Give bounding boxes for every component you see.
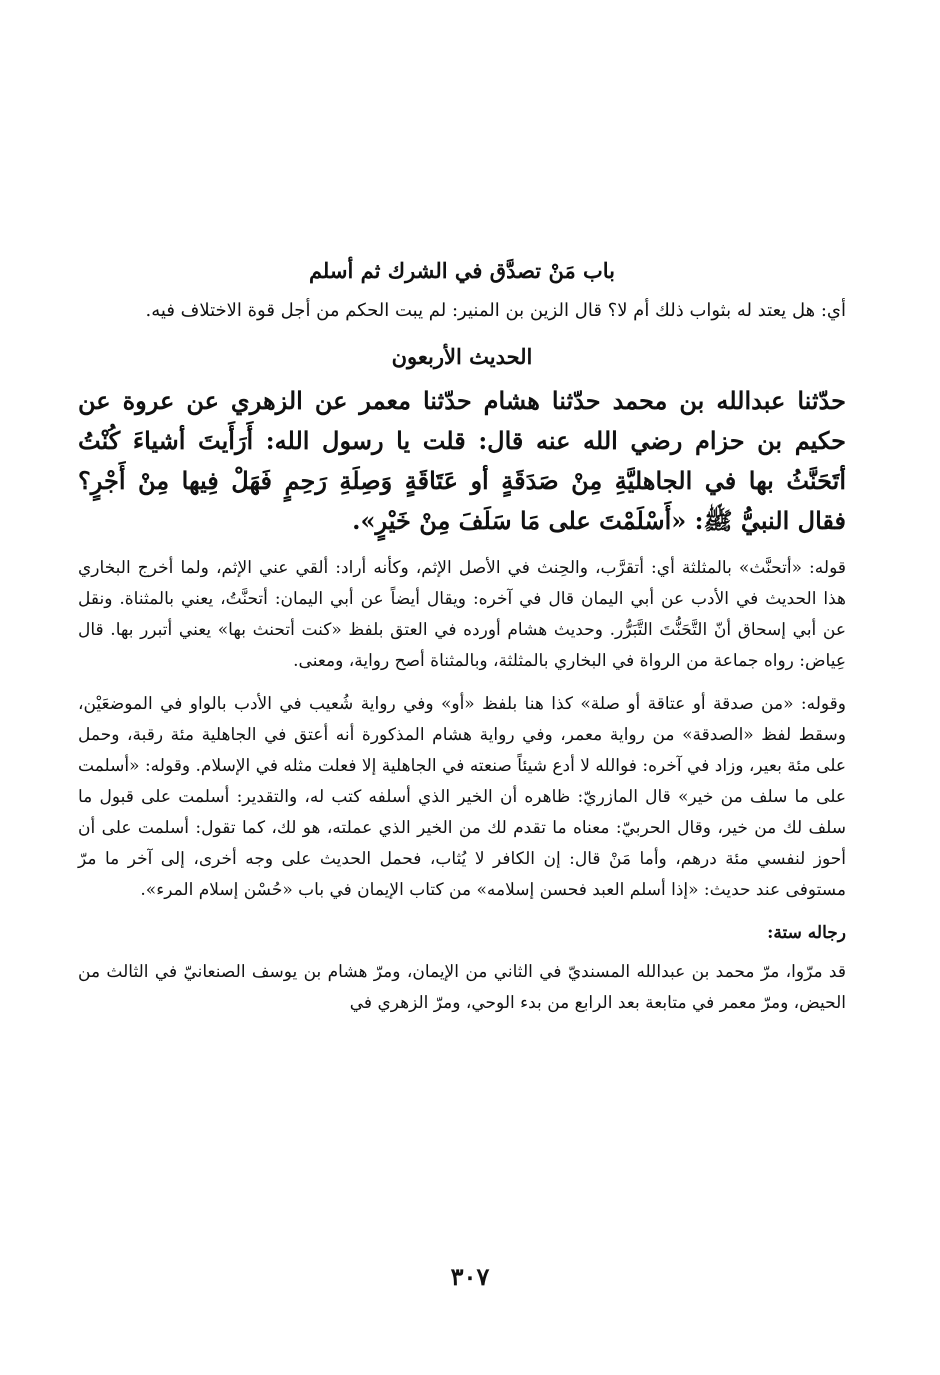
commentary-paragraph: وقوله: «من صدقة أو عتاقة أو صلة» كذا هنا بلفظ «أو» وفي رواية شُعيب في الأدب بالواو في الموضعَيْن، وسقط لفظ «الصدقة» من رواية معمر، وفي رواية هشام المذكورة أنه أعتق في الجاهلية مئة رقبة، وحمل على مئة بعير، وزاد في آخره: فوالله لا أدع شيئاً صنعته في الجاهلية إلا فعلت مثله في الإسلام. وقوله: «أسلمت على ما سلف من خير» قال المازريّ: ظاهره أن الخير الذي أسلفه كتب له، والتقدير: أسلمت على قبول ما سلف لك من خير، وقال الحربيّ: معناه ما تقدم لك من الخير الذي عملته، هو لك، كما تقول: أسلمت على أن أحوز لنفسي مئة درهم، وأما مَنْ قال: إن الكافر لا يُثاب، فحمل الحديث على وجه أخرى، إلى آخر ما مرّ مستوفى عند حديث: «إذا أسلم العبد فحسن إسلامه» من كتاب الإيمان في باب «حُسْن إسلام المرء». bbox=[78, 694, 846, 900]
chapter-intro: أي: هل يعتد له بثواب ذلك أم لا؟ قال الزين بن المنير: لم يبت الحكم من أجل قوة الاختلاف فيه. bbox=[145, 300, 846, 321]
page-number: ٣٠٧ bbox=[450, 1262, 490, 1291]
chapter-title: باب مَنْ تصدَّق في الشرك ثم أسلم bbox=[308, 258, 616, 283]
hadith-text: حدّثنا عبدالله بن محمد حدّثنا هشام حدّثنا معمر عن الزهري عن عروة عن حكيم بن حزام رضي الله عنه قال: قلت يا رسول الله: أَرَأَيتَ أشياءَ كُنْتُ أتَحَنَّثُ بها في الجاهليَّةِ مِنْ صَدَقَةٍ أو عَتَاقَةٍ وَصِلَةِ رَحِمٍ فَهَلْ فِيها مِنْ أَجْرٍ؟ فقال النبيُّ ﷺ: «أَسْلَمْتَ على مَا سَلَفَ مِنْ خَيْرٍ». bbox=[78, 386, 846, 535]
commentary-paragraph: قوله: «أتحنَّث» بالمثلثة أي: أتقرَّب، والحِنث في الأصل الإثم، وكأنه أراد: ألقي عني الإثم، ولما أخرج البخاري هذا الحديث في الأدب عن أبي اليمان قال في آخره: ويقال أيضاً عن أبي اليمان: أتحنَّتُ، يعني بالمثناة. ونقل عن أبي إسحاق أنّ التَّحَنُّتَ التَّبَرُّر. وحديث هشام أورده في العتق بلفظ «كنت أتحنث بها» يعني أتبرر بها. قال عِياض: رواه جماعة من الرواة في البخاري بالمثلثة، وبالمثناة أصح رواية، ومعنى. bbox=[78, 558, 846, 671]
hadith-title: الحديث الأربعون bbox=[391, 344, 533, 369]
narrators-text: قد مرّوا، مرّ محمد بن عبدالله المسنديّ في الثاني من الإيمان، ومرّ هشام بن يوسف الصنعانيّ في الثالث من الحيض، ومرّ معمر في متابعة بعد الرابع من بدء الوحي، ومرّ الزهري في bbox=[78, 962, 846, 1013]
page-content bbox=[78, 255, 846, 1031]
narrators-heading: رجاله ستة: bbox=[767, 923, 846, 943]
